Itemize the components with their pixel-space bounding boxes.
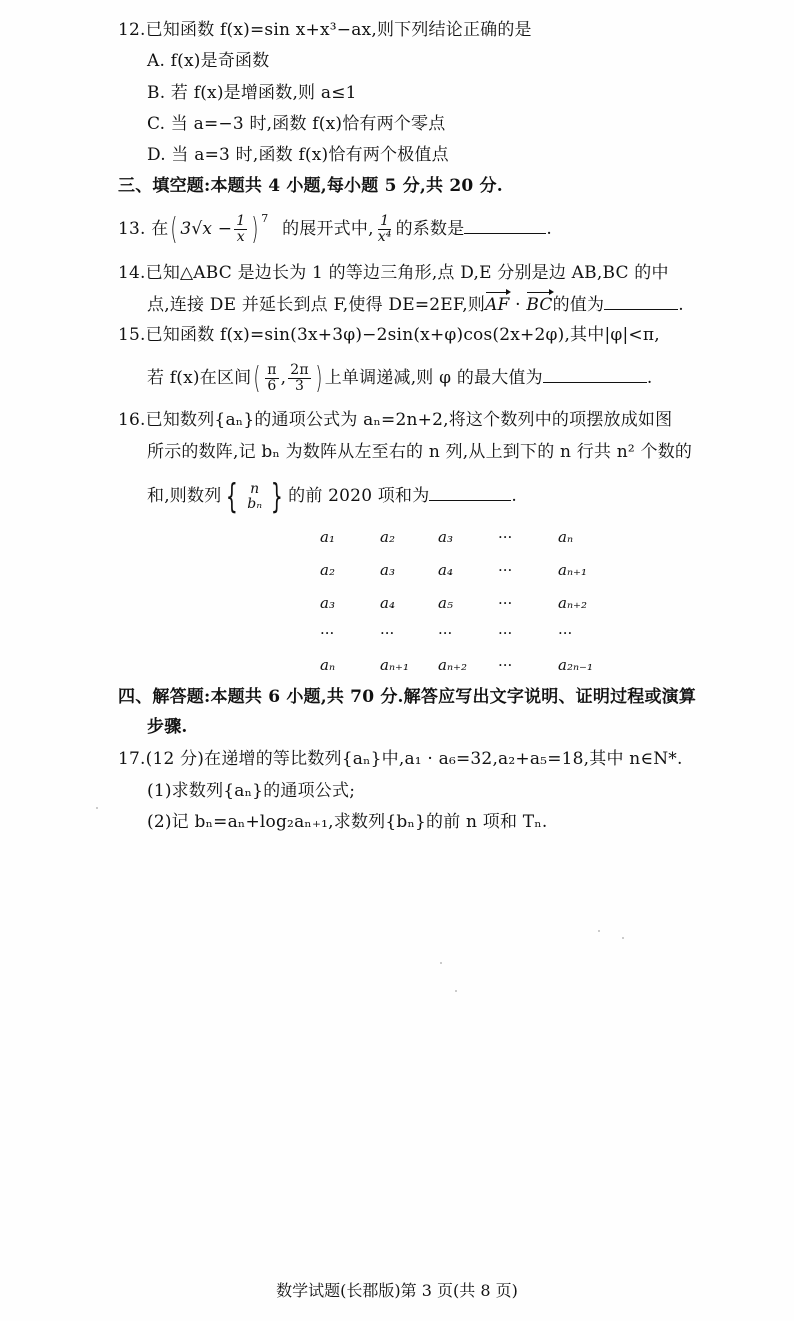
matrix-cell: a₂: [380, 528, 395, 546]
section3-heading: 三、填空题:本题共 4 小题,每小题 5 分,共 20 分.: [118, 176, 503, 196]
matrix-cell: aₙ₊₂: [438, 656, 467, 674]
scan-speck: [96, 807, 98, 809]
q15-frac1-den: 6: [267, 378, 277, 394]
matrix-cell: ···: [320, 624, 335, 642]
q12-option-b: B. 若 f(x)是增函数,则 a≤1: [147, 83, 357, 103]
q14-line2-a: 点,连接 DE 并延长到点 F,使得 DE=2EF,则: [147, 295, 486, 315]
scan-speck: [455, 990, 457, 992]
matrix-row: [320, 656, 600, 678]
q15-frac2-num: 2π: [290, 362, 309, 378]
matrix-cell: a₃: [380, 561, 395, 579]
q15-line2-a: 若 f(x)在区间: [147, 368, 252, 388]
q13-right-paren: ): [251, 211, 259, 247]
matrix-cell: a₅: [438, 594, 453, 612]
q15-end: .: [646, 368, 653, 388]
q15-frac2: [288, 363, 311, 394]
q17-stem: 17.(12 分)在递增的等比数列{aₙ}中,a₁ · a₆=32,a₂+a₅=18,其中 n∈N*.: [118, 749, 683, 769]
q14-vector-bc: BC: [526, 295, 553, 315]
matrix-row: [320, 561, 600, 583]
section4-heading-line2: 步骤.: [147, 717, 188, 737]
q13-fraction: [234, 214, 247, 245]
q16-seq-num: n: [250, 480, 260, 497]
matrix-cell: a₃: [320, 594, 335, 612]
q13-frac2-num: 1: [380, 213, 390, 229]
matrix-cell: ···: [498, 561, 513, 579]
q17-part1: (1)求数列{aₙ}的通项公式;: [147, 781, 356, 801]
matrix-row: [320, 624, 600, 646]
matrix-cell: a₄: [438, 561, 453, 579]
q13-power: 7: [261, 212, 269, 225]
matrix-cell: ···: [498, 528, 513, 546]
matrix-cell: aₙ₊₂: [558, 594, 587, 612]
q15-line2-b: 上单调递减,则 φ 的最大值为: [324, 368, 543, 388]
q13-frac-den: x: [236, 229, 245, 245]
q13-frac-num: 1: [236, 213, 246, 229]
scan-speck: [440, 962, 442, 964]
matrix-cell: a₁: [320, 528, 335, 546]
q16-seq-den: bₙ: [247, 495, 263, 512]
q16-left-brace: {: [226, 476, 239, 517]
q14-vector-af: AF: [485, 295, 510, 315]
matrix-cell: aₙ: [558, 528, 574, 546]
section4-heading-line1: 四、解答题:本题共 6 小题,共 70 分.解答应写出文字说明、证明过程或演算: [118, 687, 697, 707]
q13-suffix: 的系数是: [395, 219, 465, 239]
q15-comma: ,: [280, 368, 287, 388]
q15-frac1-num: π: [267, 362, 277, 378]
q13-mid: 的展开式中,: [282, 219, 374, 239]
q16-line3-a: 和,则数列: [147, 486, 222, 506]
matrix-row: [320, 528, 600, 550]
matrix-cell: a₃: [438, 528, 453, 546]
q16-line3: [147, 476, 517, 516]
q17-part2: (2)记 bₙ=aₙ+log₂aₙ₊₁,求数列{bₙ}的前 n 项和 Tₙ.: [147, 812, 548, 832]
q12-stem: 12.已知函数 f(x)=sin x+x³−ax,则下列结论正确的是: [118, 20, 532, 40]
q15-line1: 15.已知函数 f(x)=sin(3x+3φ)−2sin(x+φ)cos(2x+2φ),其中|φ|<π,: [118, 325, 660, 345]
q12-option-a: A. f(x)是奇函数: [147, 51, 270, 71]
q16-answer-blank: [429, 484, 511, 501]
matrix-cell: ···: [558, 624, 573, 642]
matrix-cell: a₂ₙ₋₁: [558, 656, 593, 674]
q16-right-brace: }: [271, 476, 284, 517]
matrix-cell: ···: [498, 656, 513, 674]
q13-fraction2: [376, 214, 394, 245]
q13-prefix: 13. 在: [118, 219, 169, 239]
q14-line1: 14.已知△ABC 是边长为 1 的等边三角形,点 D,E 分别是边 AB,BC 的中: [118, 263, 669, 283]
q15-answer-blank: [543, 366, 647, 383]
matrix-cell: ···: [498, 624, 513, 642]
matrix-cell: aₙ₊₁: [380, 656, 409, 674]
q16-line3-b: 的前 2020 项和为: [288, 486, 430, 506]
q16-line2: 所示的数阵,记 bₙ 为数阵从左至右的 n 列,从上到下的 n 行共 n² 个数的: [147, 442, 693, 462]
q13-answer-blank: [464, 217, 546, 234]
q14-dot: ·: [509, 295, 527, 315]
matrix-cell: ···: [438, 624, 453, 642]
scan-speck: [598, 930, 600, 932]
matrix-cell: a₂: [320, 561, 335, 579]
matrix-cell: aₙ: [320, 656, 336, 674]
q14-line2-b: 的值为: [552, 295, 605, 315]
matrix-cell: aₙ₊₁: [558, 561, 587, 579]
q12-option-c: C. 当 a=−3 时,函数 f(x)恰有两个零点: [147, 114, 446, 134]
q14-line2: [147, 293, 684, 316]
q14-answer-blank: [604, 293, 678, 310]
q13-frac2-den: x⁴: [377, 229, 392, 245]
q13-line: [118, 212, 552, 246]
q15-frac2-den: 3: [294, 378, 305, 394]
matrix-cell: ···: [498, 594, 513, 612]
matrix-cell: a₄: [380, 594, 395, 612]
q15-right-paren: ): [315, 360, 323, 396]
q15-left-paren: (: [253, 360, 261, 396]
q14-end: .: [678, 295, 684, 315]
page-footer: 数学试题(长郡版)第 3 页(共 8 页): [276, 1281, 518, 1300]
q13-coef: 3√x −: [180, 219, 233, 239]
q15-frac1: [265, 363, 278, 394]
matrix-cell: ···: [380, 624, 395, 642]
q16-line1: 16.已知数列{aₙ}的通项公式为 aₙ=2n+2,将这个数列中的项摆放成如图: [118, 410, 673, 430]
scan-speck: [622, 937, 624, 939]
q13-end: .: [546, 219, 553, 239]
q13-left-paren: (: [170, 211, 178, 247]
q16-seq-frac: [245, 482, 264, 512]
q12-option-d: D. 当 a=3 时,函数 f(x)恰有两个极值点: [147, 145, 449, 165]
q16-end: .: [511, 486, 518, 506]
matrix-row: [320, 594, 600, 616]
q15-line2: [147, 358, 652, 398]
